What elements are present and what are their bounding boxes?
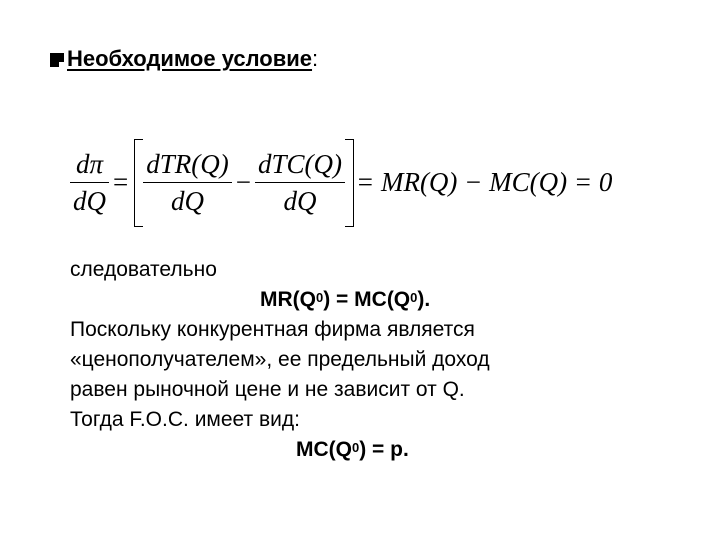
profit-derivative-fraction — [70, 148, 109, 217]
revenue-derivative-fraction — [143, 148, 232, 217]
eq1-part-a: MR(Q — [260, 288, 316, 311]
text-line-5: равен рыночной цене и не зависит от Q. — [70, 378, 465, 401]
eq1-part-c: ). — [417, 288, 431, 311]
minus-sign: − — [235, 167, 251, 197]
tc-numerator: dTC(Q) — [257, 149, 342, 179]
eq1-part-b: ) = MC(Q — [323, 288, 411, 311]
equation-mc-p — [70, 435, 690, 465]
cost-derivative-fraction — [255, 148, 345, 217]
section-heading — [50, 46, 318, 72]
eq1-superscript-2: 0 — [410, 290, 418, 305]
left-bracket — [134, 139, 143, 227]
explanation-text — [70, 255, 690, 465]
eq1-superscript-1: 0 — [316, 290, 324, 305]
tr-denominator: dQ — [170, 186, 204, 216]
eq2-superscript: 0 — [352, 440, 360, 455]
equation-mr-mc — [70, 285, 690, 315]
optimality-formula — [70, 135, 670, 230]
equals-sign: = — [113, 167, 129, 197]
text-line-1: следовательно — [70, 258, 217, 281]
text-line-4: «ценополучателем», ее предельный доход — [70, 348, 490, 371]
lhs-denominator: dQ — [73, 186, 106, 216]
tr-numerator: dTR(Q) — [146, 149, 229, 179]
heading-text: Необходимое условие — [67, 46, 313, 71]
formula-rhs: = MR(Q) − MC(Q) = 0 — [355, 167, 613, 197]
tc-denominator: dQ — [283, 186, 317, 216]
heading-colon: : — [312, 46, 319, 71]
eq2-part-a: MC(Q — [296, 438, 352, 461]
eq2-part-b: ) = p. — [359, 438, 409, 461]
right-bracket — [345, 139, 354, 227]
text-line-3: Поскольку конкурентная фирма является — [70, 318, 475, 341]
lhs-numerator: dπ — [75, 149, 104, 179]
text-line-6: Тогда F.O.C. имеет вид: — [70, 408, 300, 431]
square-bullet-icon — [50, 53, 64, 67]
